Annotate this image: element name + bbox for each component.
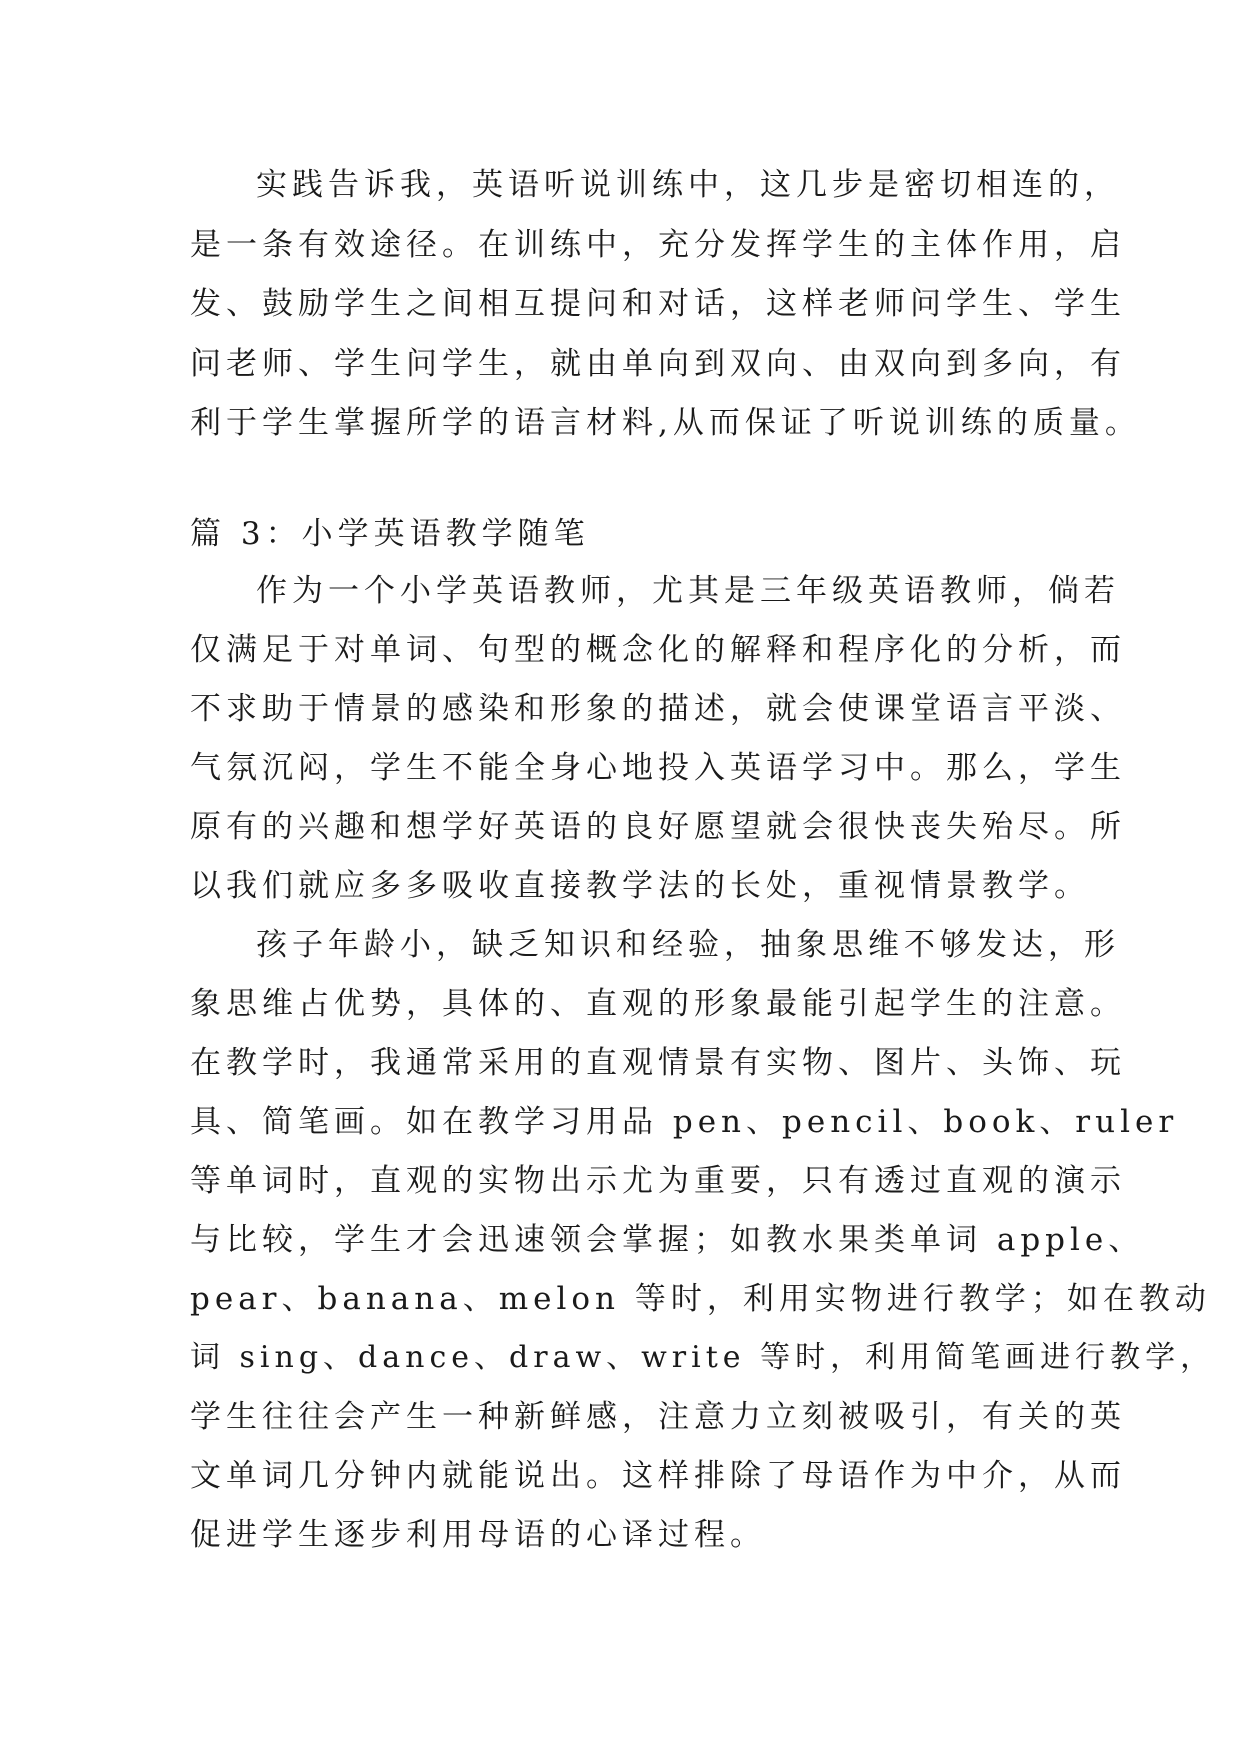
paragraph-line: 象思维占优势，具体的、直观的形象最能引起学生的注意。 <box>190 986 1126 1022</box>
paragraph-line: 实践告诉我，英语听说训练中，这几步是密切相连的， <box>256 167 1120 203</box>
paragraph-line: pear、banana、melon 等时，利用实物进行教学；如在教动 <box>190 1281 1211 1317</box>
paragraph-line: 利于学生掌握所学的语言材料,从而保证了听说训练的质量。 <box>190 405 1141 441</box>
paragraph-line: 不求助于情景的感染和形象的描述，就会使课堂语言平淡、 <box>190 691 1126 727</box>
paragraph-line: 与比较，学生才会迅速领会掌握；如教水果类单词 apple、 <box>190 1222 1145 1258</box>
paragraph-line: 发、鼓励学生之间相互提问和对话，这样老师问学生、学生 <box>190 286 1126 322</box>
paragraph-line: 具、简笔画。如在教学习用品 pen、pencil、book、ruler <box>190 1104 1179 1140</box>
paragraph-line: 促进学生逐步利用母语的心译过程。 <box>190 1517 766 1553</box>
paragraph-line: 学生往往会产生一种新鲜感，注意力立刻被吸引，有关的英 <box>190 1399 1126 1435</box>
section-heading: 篇 3：小学英语教学随笔 <box>190 516 590 552</box>
paragraph-line: 气氛沉闷，学生不能全身心地投入英语学习中。那么，学生 <box>190 750 1126 786</box>
paragraph-line: 词 sing、dance、draw、write 等时，利用简笔画进行教学， <box>190 1340 1216 1375</box>
paragraph-line: 等单词时，直观的实物出示尤为重要，只有透过直观的演示 <box>190 1163 1126 1199</box>
paragraph-line: 作为一个小学英语教师，尤其是三年级英语教师，倘若 <box>256 573 1120 609</box>
paragraph-line: 文单词几分钟内就能说出。这样排除了母语作为中介，从而 <box>190 1458 1126 1494</box>
paragraph-line: 孩子年龄小，缺乏知识和经验，抽象思维不够发达，形 <box>256 927 1120 963</box>
paragraph-line: 以我们就应多多吸收直接教学法的长处，重视情景教学。 <box>190 868 1090 904</box>
paragraph-line: 仅满足于对单词、句型的概念化的解释和程序化的分析，而 <box>190 632 1126 668</box>
paragraph-line: 在教学时，我通常采用的直观情景有实物、图片、头饰、玩 <box>190 1045 1126 1081</box>
paragraph-line: 是一条有效途径。在训练中，充分发挥学生的主体作用，启 <box>190 227 1126 263</box>
paragraph-line: 问老师、学生问学生，就由单向到双向、由双向到多向，有 <box>190 346 1126 382</box>
paragraph-line: 原有的兴趣和想学好英语的良好愿望就会很快丧失殆尽。所 <box>190 809 1126 845</box>
